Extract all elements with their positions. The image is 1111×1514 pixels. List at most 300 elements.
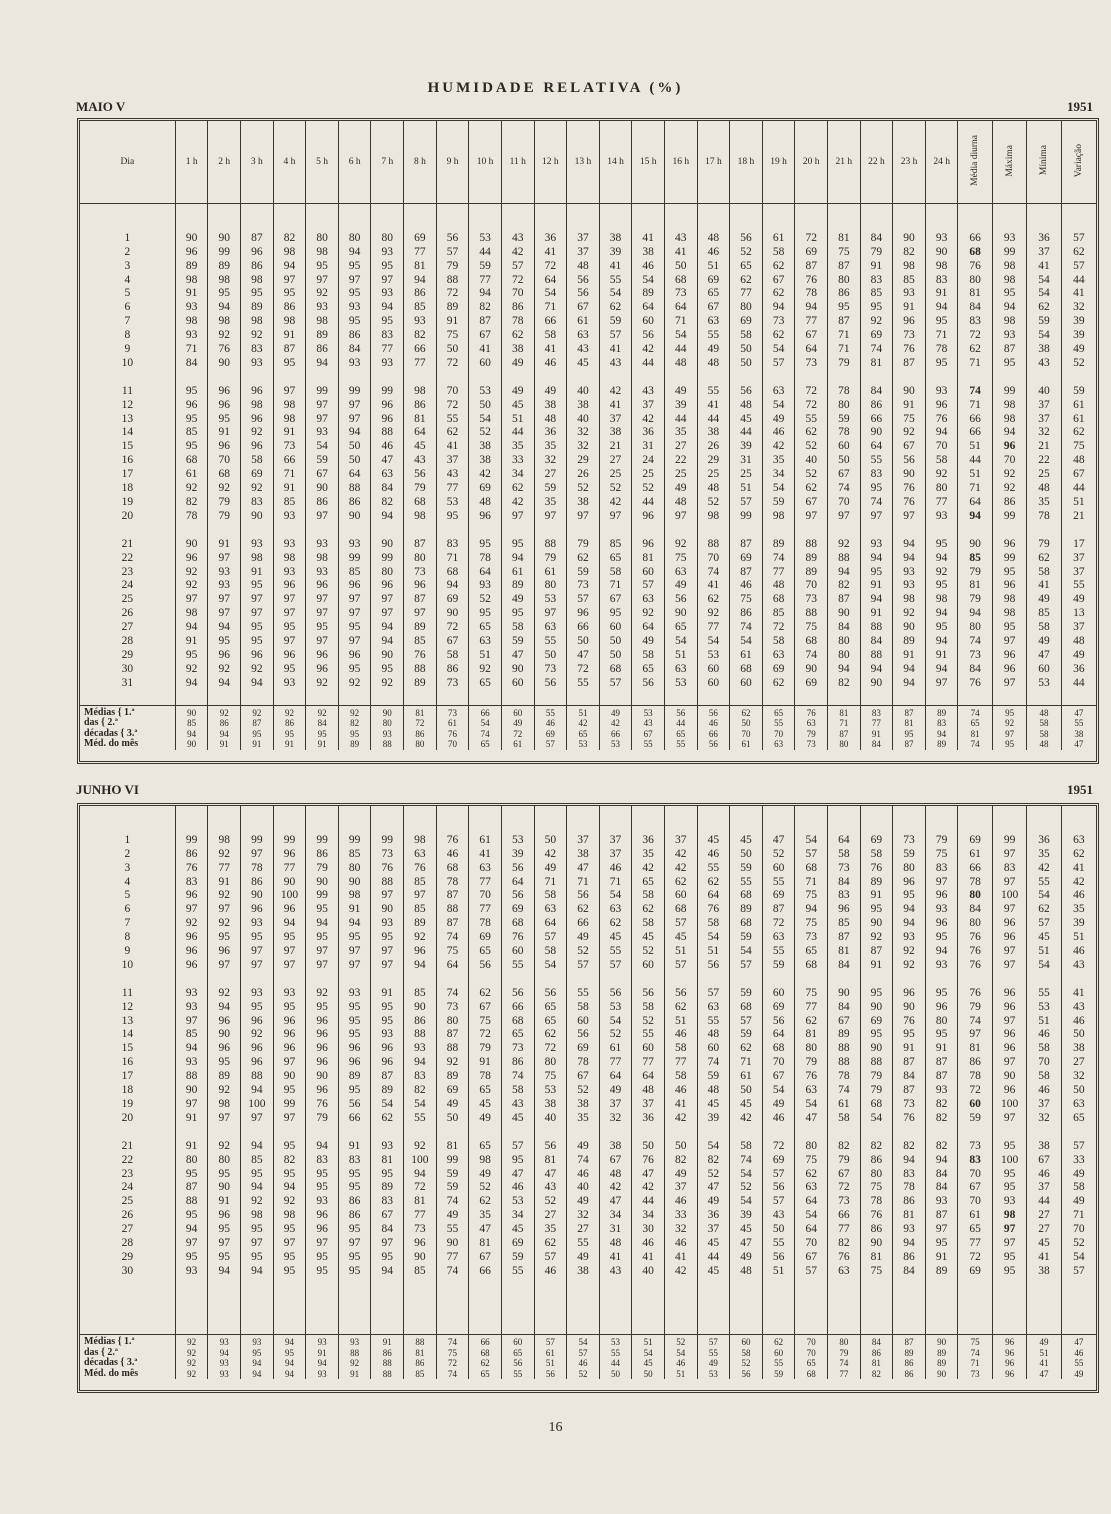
value-cell: 74 [697,1056,730,1070]
value-cell: 81 [795,1028,828,1042]
day-cell: 1 [124,231,131,244]
value-cell: 62 [795,482,828,496]
value-cell: 54 [730,945,763,959]
value-cell: 70 [958,1168,992,1182]
value-cell: 93 [241,538,274,552]
value-cell: 38 [567,848,600,862]
average-cell: 50 [632,1369,665,1380]
value-cell: 97 [860,510,893,524]
value-cell: 55 [860,454,893,468]
table-row [80,287,1096,301]
day-cell: 15 [121,440,134,453]
value-cell: 86 [404,1015,437,1029]
value-cell: 91 [893,399,926,413]
value-cell: 74 [567,1154,600,1168]
value-cell: 92 [208,482,241,496]
average-cell: 74 [958,1348,992,1359]
value-cell: 55 [534,635,567,649]
value-cell: 93 [893,1223,926,1237]
value-cell: 57 [599,677,632,691]
value-cell: 76 [436,834,469,848]
value-cell: 54 [664,329,697,343]
value-cell: 72 [404,1181,437,1195]
value-cell: 61 [469,834,502,848]
value-cell: 59 [730,862,763,876]
value-cell: 46 [501,1181,534,1195]
value-cell: 48 [1061,454,1096,468]
table-row [80,1154,1096,1168]
value-cell: 34 [501,468,534,482]
averages-label: das { 2.ª [84,1346,118,1358]
value-cell: 96 [992,1084,1026,1098]
value-cell: 96 [241,1042,274,1056]
value-cell: 47 [632,1168,665,1182]
value-cell: 91 [208,426,241,440]
average-cell: 65 [567,729,600,740]
value-cell: 96 [273,1042,306,1056]
value-cell: 92 [208,987,241,1001]
value-cell: 35 [534,496,567,510]
value-cell: 58 [1061,1181,1096,1195]
value-cell: 95 [338,1168,371,1182]
value-cell: 92 [175,917,208,931]
average-cell: 54 [567,1335,600,1348]
value-cell: 35 [534,440,567,454]
average-cell: 90 [175,705,208,718]
value-cell: 42 [762,440,795,454]
value-cell: 92 [175,566,208,580]
value-cell: 54 [632,274,665,288]
table-row [80,552,1096,566]
value-cell: 42 [501,246,534,260]
value-cell: 90 [828,607,861,621]
value-cell: 68 [501,1015,534,1029]
value-cell: 65 [534,1001,567,1015]
value-cell: 63 [762,385,795,399]
average-cell: 56 [697,705,730,718]
value-cell: 86 [241,876,274,890]
value-cell: 42 [632,862,665,876]
value-cell: 37 [1027,1098,1061,1112]
value-cell: 99 [992,246,1026,260]
value-cell: 78 [436,876,469,890]
value-cell: 73 [958,649,992,663]
value-cell: 42 [632,343,665,357]
table-row [80,496,1096,510]
value-cell: 86 [338,329,371,343]
value-cell: 54 [469,413,502,427]
value-cell: 86 [273,301,306,315]
average-cell: 93 [208,1335,241,1348]
value-cell: 80 [404,552,437,566]
value-cell: 25 [599,468,632,482]
value-cell: 79 [208,496,241,510]
value-cell: 68 [730,889,763,903]
value-cell: 81 [828,945,861,959]
value-cell: 84 [925,1181,958,1195]
average-cell: 51 [534,1358,567,1369]
value-cell: 86 [501,1056,534,1070]
average-cell: 61 [730,739,763,750]
value-cell: 99 [730,510,763,524]
average-cell: 49 [1027,1335,1061,1348]
value-cell: 22 [664,454,697,468]
day-cell: 27 [121,1223,134,1236]
value-cell: 85 [175,426,208,440]
average-cell: 92 [175,1358,208,1369]
average-cell: 88 [371,739,404,750]
value-cell: 49 [697,1195,730,1209]
value-cell: 97 [371,593,404,607]
value-cell: 97 [241,945,274,959]
value-cell: 73 [436,1001,469,1015]
value-cell: 25 [1027,468,1061,482]
value-cell: 72 [958,1084,992,1098]
value-cell: 92 [241,663,274,677]
value-cell: 59 [501,1251,534,1265]
average-cell: 59 [762,1369,795,1380]
average-cell: 87 [241,718,274,729]
value-cell: 55 [436,413,469,427]
average-cell: 94 [925,729,958,740]
table-row [80,834,1096,848]
value-cell: 62 [501,329,534,343]
value-cell: 79 [1027,538,1061,552]
value-cell: 98 [273,246,306,260]
value-cell: 69 [469,931,502,945]
value-cell: 76 [958,260,992,274]
average-cell: 60 [730,1335,763,1348]
value-cell: 95 [338,1028,371,1042]
value-cell: 94 [273,917,306,931]
value-cell: 97 [306,510,339,524]
value-cell: 96 [404,945,437,959]
value-cell: 83 [241,496,274,510]
section-label-maio: MAIO V [76,99,126,114]
value-cell: 96 [893,876,926,890]
value-cell: 53 [664,677,697,691]
value-cell: 76 [795,274,828,288]
average-cell: 56 [534,1369,567,1380]
value-cell: 93 [208,566,241,580]
value-cell: 44 [469,246,502,260]
value-cell: 48 [697,357,730,371]
value-cell: 86 [175,848,208,862]
value-cell: 41 [632,1251,665,1265]
day-cell: 19 [121,1097,134,1110]
value-cell: 92 [469,663,502,677]
value-cell: 61 [1061,413,1096,427]
value-cell: 64 [534,917,567,931]
value-cell: 60 [632,566,665,580]
value-cell: 52 [567,1084,600,1098]
day-cell: 5 [124,287,131,300]
value-cell: 97 [175,1098,208,1112]
value-cell: 42 [534,848,567,862]
table-row [80,426,1096,440]
value-cell: 62 [1027,552,1061,566]
value-cell: 94 [273,1181,306,1195]
average-cell: 83 [925,718,958,729]
value-cell: 99 [273,834,306,848]
value-cell: 50 [338,440,371,454]
value-cell: 60 [958,1098,992,1112]
value-cell: 58 [664,1042,697,1056]
value-cell: 96 [925,1001,958,1015]
table-row [80,440,1096,454]
average-cell: 68 [795,1369,828,1380]
average-cell: 66 [697,729,730,740]
value-cell: 92 [860,315,893,329]
day-cell: 20 [121,509,134,522]
value-cell: 80 [534,579,567,593]
column-header: 16 h [664,121,697,204]
value-cell: 68 [762,593,795,607]
value-cell: 36 [534,232,567,246]
value-cell: 68 [599,663,632,677]
value-cell: 98 [992,315,1026,329]
value-cell: 35 [1027,848,1061,862]
average-cell: 88 [404,1335,437,1348]
value-cell: 82 [828,579,861,593]
value-cell: 33 [664,1209,697,1223]
day-cell: 27 [121,621,134,634]
value-cell: 42 [664,848,697,862]
value-cell: 72 [828,1181,861,1195]
average-cell: 89 [338,739,371,750]
value-cell: 82 [828,1237,861,1251]
value-cell: 87 [893,1056,926,1070]
value-cell: 25 [730,468,763,482]
value-cell: 46 [1027,1028,1061,1042]
value-cell: 53 [501,1195,534,1209]
value-cell: 58 [828,848,861,862]
value-cell: 96 [241,903,274,917]
value-cell: 43 [599,357,632,371]
value-cell: 83 [175,876,208,890]
value-cell: 76 [632,1154,665,1168]
value-cell: 94 [241,1140,274,1154]
value-cell: 78 [925,343,958,357]
value-cell: 88 [860,1056,893,1070]
value-cell: 68 [501,917,534,931]
value-cell: 55 [762,1237,795,1251]
value-cell: 71 [664,315,697,329]
value-cell: 58 [1027,1042,1061,1056]
value-cell: 46 [664,1028,697,1042]
value-cell: 85 [404,301,437,315]
value-cell: 56 [338,1098,371,1112]
average-cell: 67 [632,729,665,740]
value-cell: 64 [338,468,371,482]
value-cell: 97 [175,903,208,917]
average-cell: 86 [404,1358,437,1369]
table-row [80,1223,1096,1237]
table-row [80,1028,1096,1042]
value-cell: 37 [1027,246,1061,260]
value-cell: 97 [893,510,926,524]
value-cell: 90 [860,917,893,931]
value-cell: 69 [436,1084,469,1098]
average-cell: 53 [632,705,665,718]
value-cell: 77 [599,1056,632,1070]
average-cell: 72 [436,1358,469,1369]
value-cell: 62 [567,903,600,917]
value-cell: 93 [925,903,958,917]
value-cell: 42 [632,1181,665,1195]
value-cell: 69 [762,889,795,903]
value-cell: 93 [371,1140,404,1154]
value-cell: 96 [992,1001,1026,1015]
day-cell: 12 [121,1000,134,1013]
average-cell: 92 [338,705,371,718]
value-cell: 31 [599,1223,632,1237]
value-cell: 85 [828,917,861,931]
value-cell: 46 [599,862,632,876]
value-cell: 97 [992,959,1026,973]
value-cell: 87 [828,593,861,607]
value-cell: 61 [175,468,208,482]
value-cell: 97 [338,635,371,649]
value-cell: 54 [664,635,697,649]
value-cell: 75 [469,1015,502,1029]
value-cell: 82 [273,232,306,246]
value-cell: 57 [632,579,665,593]
average-cell: 66 [469,705,502,718]
value-cell: 50 [730,1084,763,1098]
value-cell: 94 [306,1140,339,1154]
value-cell: 36 [1027,232,1061,246]
value-cell: 73 [958,1140,992,1154]
value-cell: 97 [371,1237,404,1251]
value-cell: 80 [338,862,371,876]
value-cell: 35 [1027,496,1061,510]
value-cell: 94 [501,552,534,566]
value-cell: 71 [567,876,600,890]
value-cell: 54 [762,482,795,496]
value-cell: 57 [795,1265,828,1279]
value-cell: 71 [273,468,306,482]
value-cell: 94 [306,917,339,931]
average-cell: 83 [860,705,893,718]
value-cell: 47 [567,862,600,876]
value-cell: 93 [306,566,339,580]
value-cell: 95 [371,1001,404,1015]
value-cell: 95 [175,440,208,454]
value-cell: 95 [338,1015,371,1029]
value-cell: 69 [795,246,828,260]
value-cell: 79 [828,1154,861,1168]
value-cell: 96 [208,649,241,663]
value-cell: 85 [404,987,437,1001]
average-cell: 51 [664,1369,697,1380]
value-cell: 96 [208,945,241,959]
value-cell: 98 [241,552,274,566]
value-cell: 56 [404,468,437,482]
value-cell: 90 [860,426,893,440]
value-cell: 45 [697,1265,730,1279]
value-cell: 77 [436,482,469,496]
value-cell: 50 [436,1112,469,1126]
value-cell: 67 [828,1168,861,1182]
value-cell: 95 [273,1084,306,1098]
value-cell: 57 [1061,260,1096,274]
value-cell: 51 [501,413,534,427]
value-cell: 94 [893,538,926,552]
day-cell: 8 [124,329,131,342]
value-cell: 94 [925,552,958,566]
value-cell: 33 [1061,1154,1096,1168]
average-cell: 94 [273,1335,306,1348]
value-cell: 94 [925,607,958,621]
value-cell: 68 [730,917,763,931]
value-cell: 42 [501,496,534,510]
value-cell: 53 [469,385,502,399]
value-cell: 51 [469,649,502,663]
value-cell: 49 [730,1251,763,1265]
value-cell: 53 [469,232,502,246]
value-cell: 52 [762,848,795,862]
value-cell: 55 [567,1237,600,1251]
value-cell: 96 [241,246,274,260]
value-cell: 49 [567,1195,600,1209]
value-cell: 87 [436,889,469,903]
value-cell: 95 [992,621,1026,635]
value-cell: 58 [828,1112,861,1126]
value-cell: 75 [664,552,697,566]
value-cell: 95 [338,1001,371,1015]
value-cell: 92 [893,426,926,440]
value-cell: 95 [925,621,958,635]
value-cell: 94 [893,663,926,677]
value-cell: 32 [534,454,567,468]
value-cell: 94 [241,1181,274,1195]
value-cell: 90 [208,1181,241,1195]
value-cell: 90 [860,1001,893,1015]
value-cell: 37 [599,413,632,427]
table-row [80,621,1096,635]
day-cell: 24 [121,1181,134,1194]
value-cell: 81 [534,1154,567,1168]
value-cell: 61 [958,848,992,862]
value-cell: 96 [241,440,274,454]
average-cell: 51 [632,1335,665,1348]
value-cell: 96 [371,579,404,593]
value-cell: 91 [469,1056,502,1070]
value-cell: 35 [501,440,534,454]
value-cell: 97 [273,1237,306,1251]
value-cell: 32 [1027,426,1061,440]
value-cell: 71 [795,876,828,890]
value-cell: 49 [664,1168,697,1182]
value-cell: 95 [208,287,241,301]
value-cell: 84 [828,1001,861,1015]
value-cell: 45 [730,834,763,848]
value-cell: 92 [208,889,241,903]
value-cell: 63 [371,468,404,482]
value-cell: 95 [992,1168,1026,1182]
value-cell: 55 [567,677,600,691]
value-cell: 92 [925,566,958,580]
average-cell: 81 [893,718,926,729]
value-cell: 98 [338,889,371,903]
value-cell: 86 [860,1154,893,1168]
value-cell: 74 [436,987,469,1001]
table-row [80,385,1096,399]
value-cell: 75 [860,1265,893,1279]
value-cell: 84 [860,635,893,649]
value-cell: 72 [762,621,795,635]
